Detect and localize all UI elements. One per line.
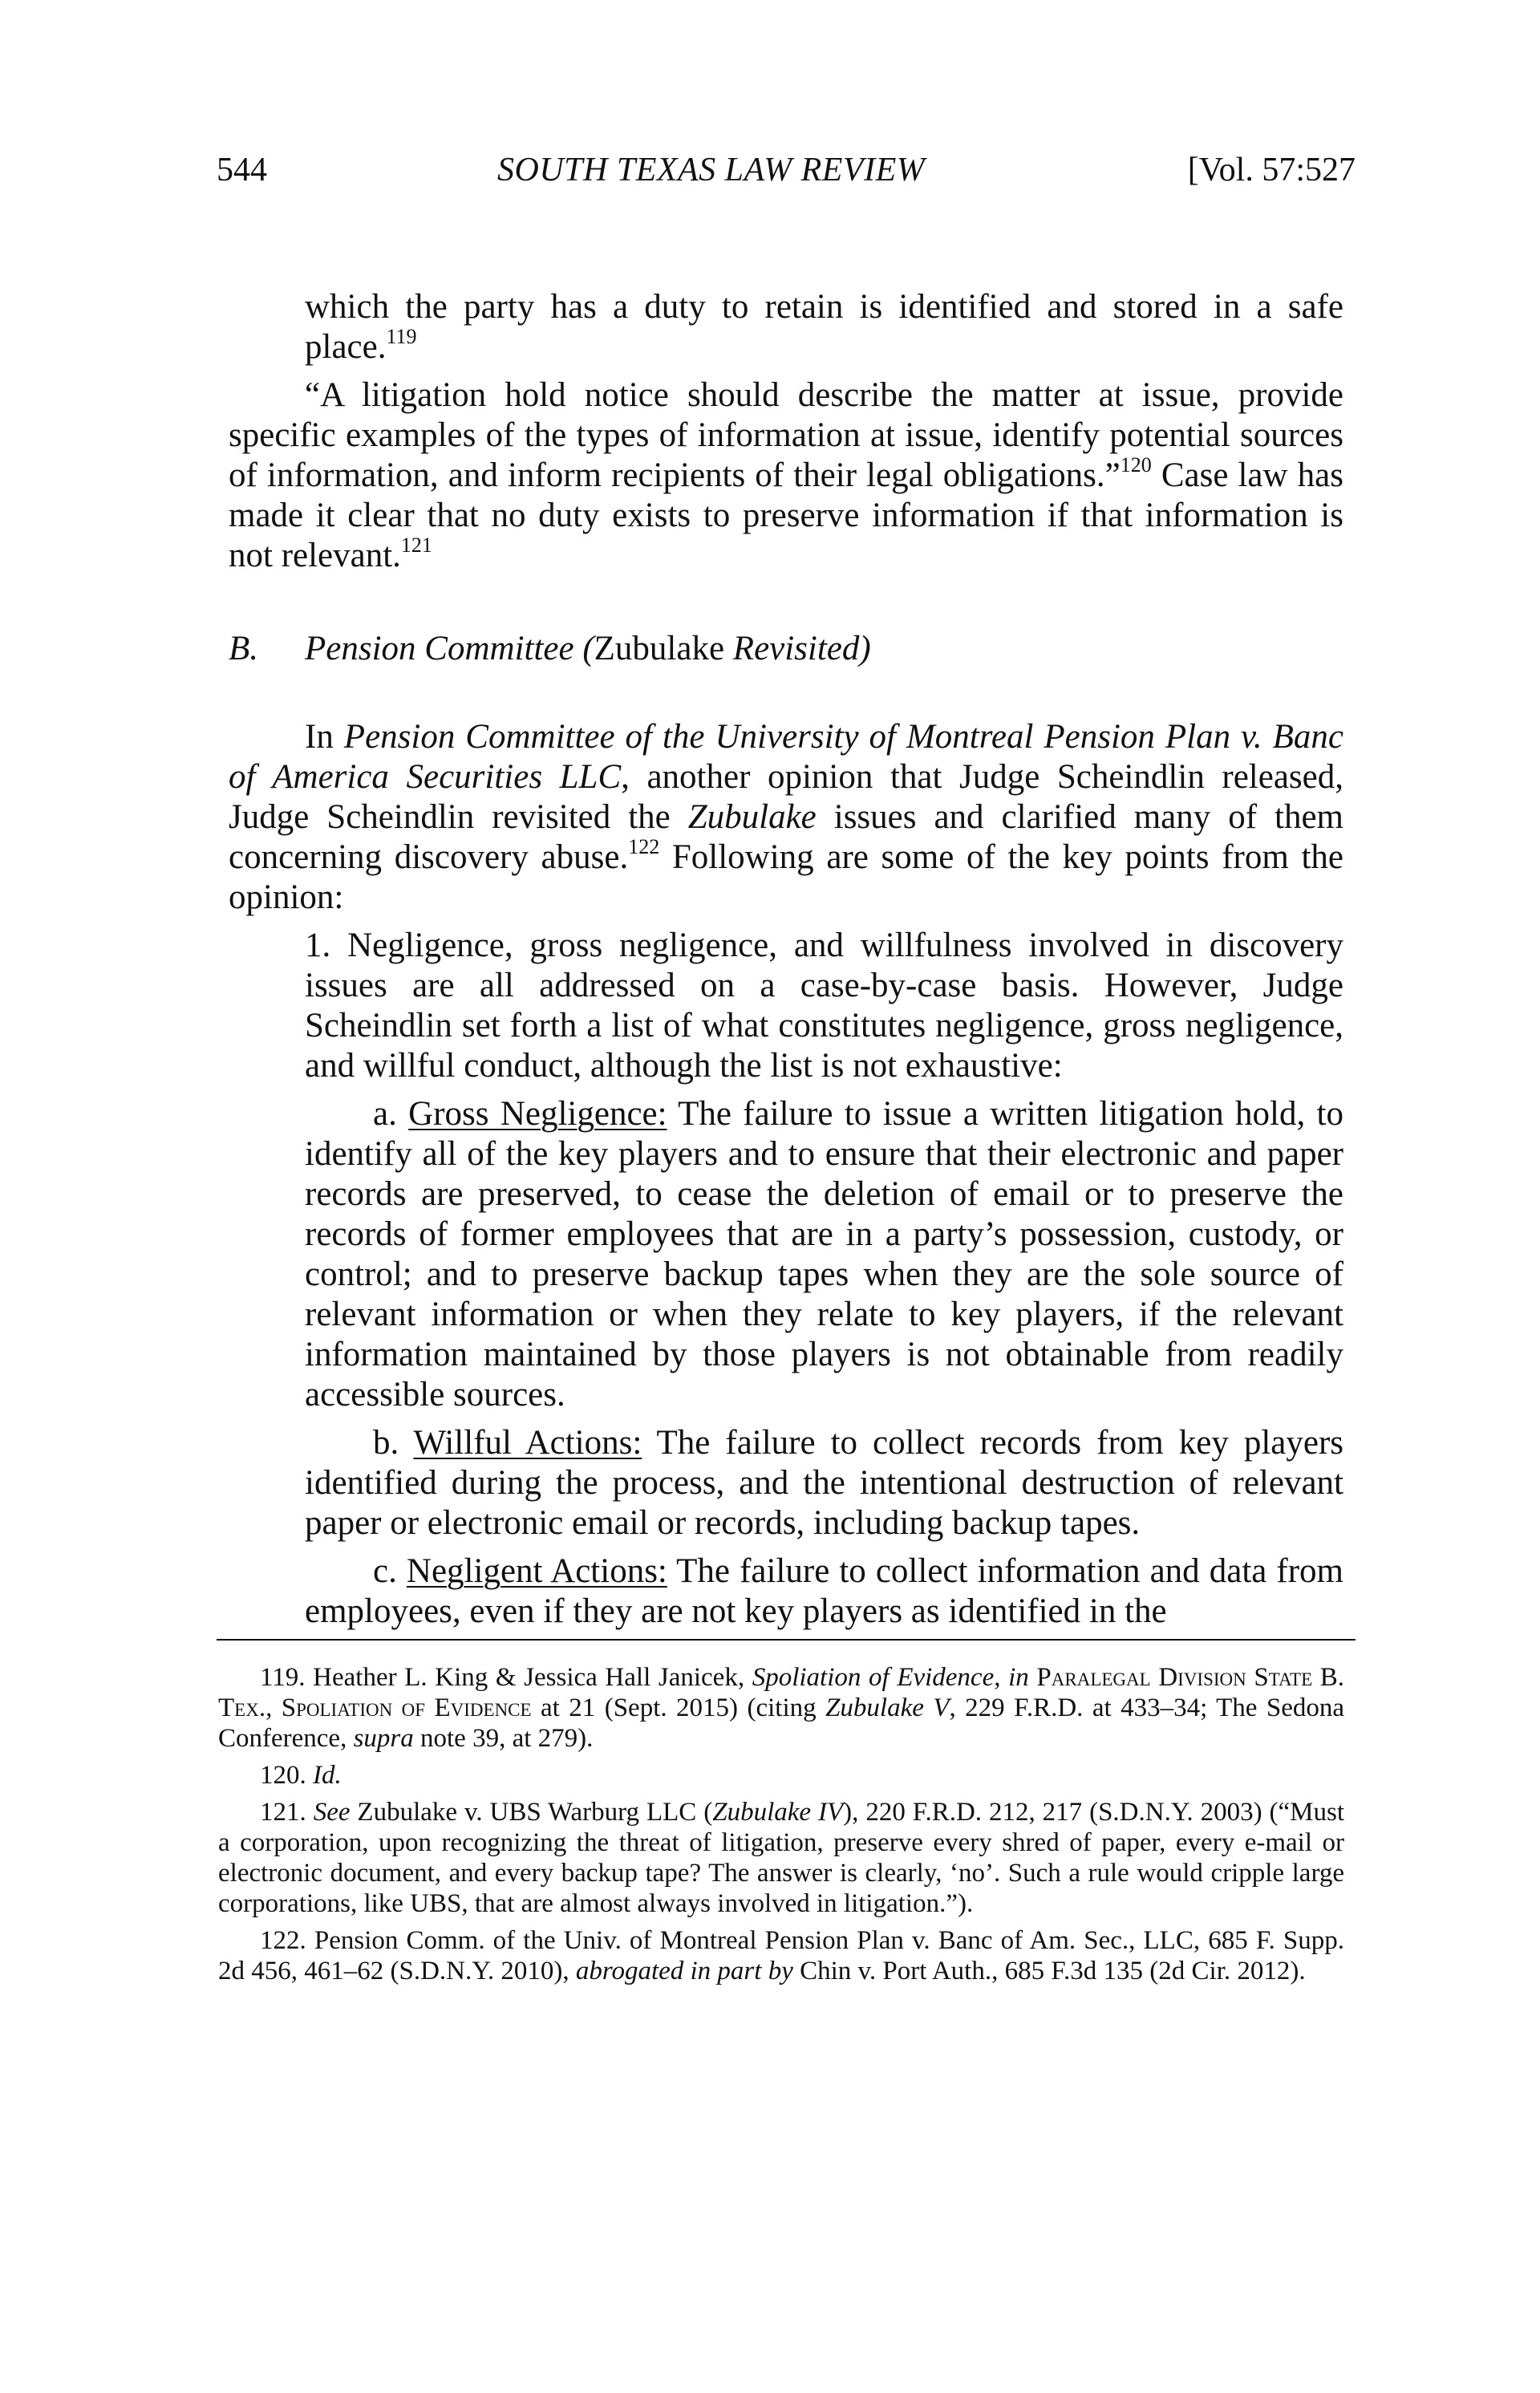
volume-citation: [Vol. 57:527 [1187,152,1356,189]
paragraph-continued: which the party has a duty to retain is identified and stored in a safe place.$^{119}$ [305,288,1343,366]
list-item-a: a. Gross Negligence: The failure to issue a written litigation hold, to identify all of the key players and to ensure that their electronic and paper records are preserved, to cease the deletion of email or to preserve the records of former employees that are in a party’s possession, custody, or control; and to preserve backup tapes when they are the sole source of relevant information or when they relate to key players, if the relevant information maintained by those players is not obtainable from readily accessible sources. [305,1095,1343,1413]
list-item-1: 1. Negligence, gross negligence, and willfulness involved in discovery issues are all addressed on a case-by-case basis. However, Judge Scheindlin set forth a list of what constitutes negligence, gross negligence, and willful conduct, although the list is not exhaustive: [305,927,1343,1085]
running-header [217,151,1356,199]
footnote-ref-119: 119 [386,325,417,348]
page-number: 544 [217,152,267,189]
footnote-120: 120. Id. [260,1761,342,1790]
footnote-ref-120: 120 [1120,453,1152,477]
section-heading: B. Pension Committee (Zubulake Revisited) [229,630,871,667]
footnote-121: 121. See Zubulake v. UBS Warburg LLC (Zubulake IV), 220 F.R.D. 212, 217 (S.D.N.Y. 2003) (“Must a corporation, upon recognizing the threat of litigation, preserve every shred of paper, every e-mail or electronic document, and every backup tape? The answer is clearly, ‘no’. Such a rule would cripple large corporations, like UBS, that are almost always involved in litigation.”). [218,1798,1345,1918]
footnote-119: 119. Heather L. King & Jessica Hall Janicek, Spoliation of Evidence, in Paralegal Division State B. Tex., Spoliation of Evidence at 21 (Sept. 2015) (citing Zubulake V, 229 F.R.D. at 433–34; The Sedona Conference, supra note 39, at 279). [218,1663,1345,1753]
footnote-ref-122: 122 [628,835,660,858]
case-name: Pension Committee of the University of Montreal Pension Plan v. Banc of America Securities LLC [229,718,1343,796]
list-item-b: b. Willful Actions: The failure to collect records from key players identified during the process, and the intentional destruction of relevant paper or electronic email or records, including backup tapes. [305,1424,1343,1542]
paragraph-quote: “A litigation hold notice should describe the matter at issue, provide specific examples of the types of information at issue, identify potential sources of information, and inform recipients of their legal obligations.”$^{120}$ Case law has made it clear that no duty exists to preserve information if that information is not relevant.$^{121}$ [229,376,1343,574]
section-label: B. [229,630,259,667]
body-text [229,287,1343,1632]
journal-title: SOUTH TEXAS LAW REVIEW [497,152,926,189]
paragraph-intro: In Pension Committee of the University of Montreal Pension Plan v. Banc of America Securities LLC, another opinion that Judge Scheindlin released, Judge Scheindlin revisited the Zubulake issues and clarified many of them concerning discovery abuse.$^{122}$ Following are some of the key points from the opinion: [229,718,1343,916]
footnote-divider [217,1639,1356,1641]
footnote-ref-121: 121 [400,533,432,557]
footnote-122: 122. Pension Comm. of the Univ. of Montreal Pension Plan v. Banc of Am. Sec., LLC, 685 F. Supp. 2d 456, 461–62 (S.D.N.Y. 2010), abrogated in part by Chin v. Port Auth., 685 F.3d 135 (2d Cir. 2012). [218,1926,1344,1985]
footnotes [218,1662,1344,1993]
list-item-c: c. Negligent Actions: The failure to collect information and data from employees, even if they are not key players as identified in the [305,1552,1343,1630]
